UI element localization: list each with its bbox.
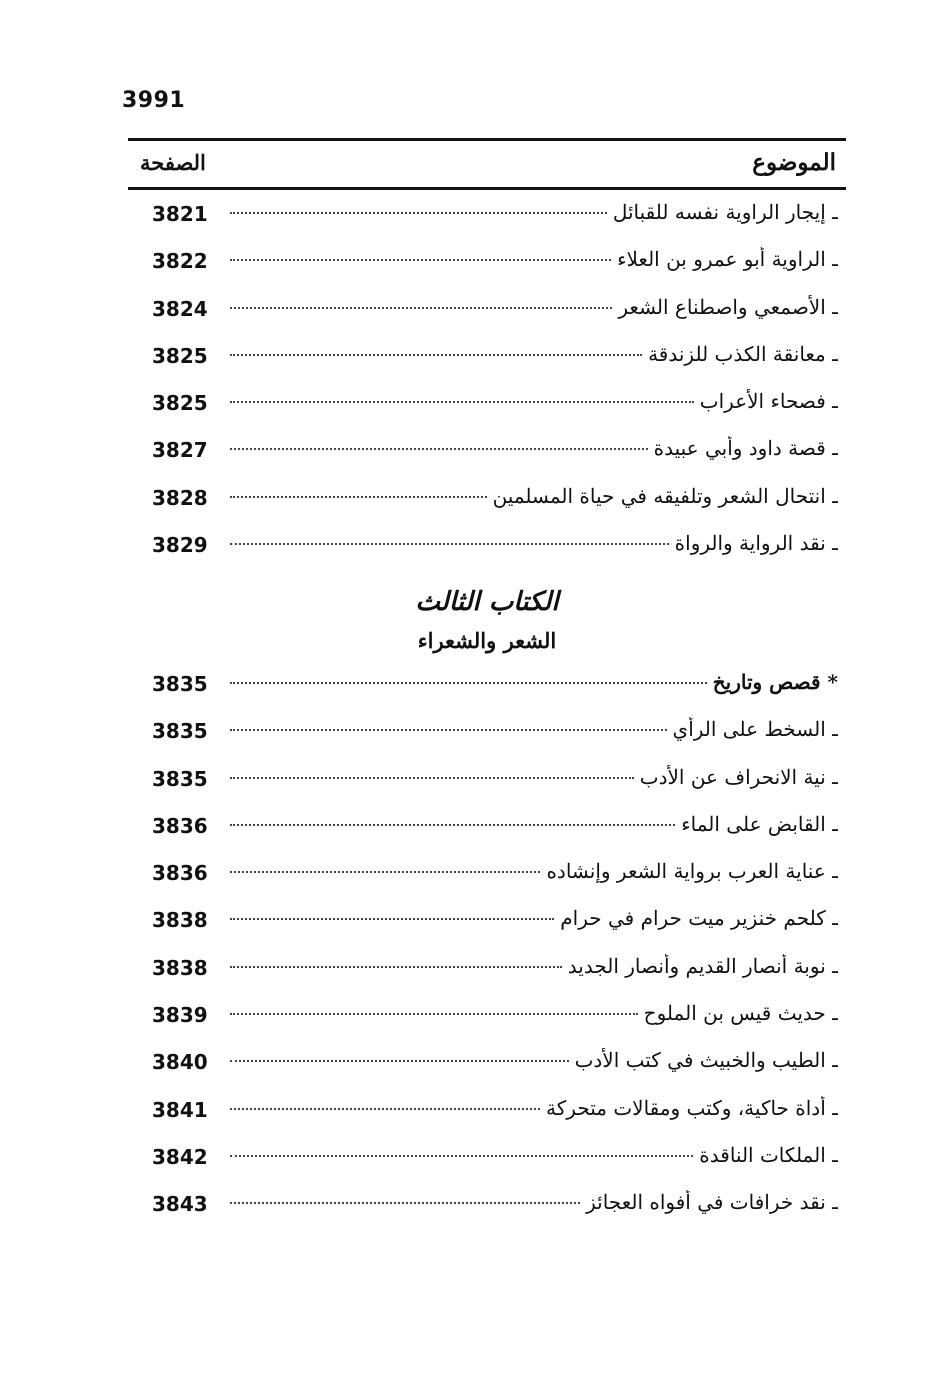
toc-entry xyxy=(128,1044,846,1091)
toc-entry-page: 3838 xyxy=(152,908,208,933)
toc-entry-line xyxy=(230,1096,838,1126)
toc-entry-page: 3835 xyxy=(152,672,208,696)
header-topic-label: الموضوع xyxy=(752,149,836,176)
toc-entry-line xyxy=(230,954,838,984)
toc-entry-line xyxy=(230,670,838,700)
toc-entry-title: * قصص وتاريخ xyxy=(707,670,838,694)
toc-entry-line xyxy=(230,859,838,889)
toc-entry xyxy=(128,855,846,902)
toc-entry-page: 3825 xyxy=(152,391,208,416)
toc-entry-line xyxy=(230,717,838,747)
toc-entry-line xyxy=(230,436,838,466)
toc-entry-page: 3836 xyxy=(152,813,208,838)
toc-entry xyxy=(128,713,846,760)
dot-leader xyxy=(230,448,648,450)
dot-leader xyxy=(230,729,667,731)
toc-entry-line xyxy=(230,247,838,277)
toc-entry-line xyxy=(230,765,838,795)
toc-entry xyxy=(128,808,846,855)
toc-entry-page: 3829 xyxy=(152,533,208,558)
toc-entry-title: ـ حديث قيس بن الملوح xyxy=(638,1001,838,1025)
toc-entry xyxy=(128,338,846,385)
page-number: 3991 xyxy=(122,88,186,113)
toc-entry-title: ـ نقد خرافات في أفواه العجائز xyxy=(580,1190,838,1214)
toc-entry-title: ـ الملكات الناقدة xyxy=(693,1143,838,1167)
toc-entry xyxy=(128,950,846,997)
toc-entry-page: 3840 xyxy=(152,1050,208,1075)
toc-entry xyxy=(128,527,846,574)
toc-entry xyxy=(128,1092,846,1139)
toc-entry-page: 3842 xyxy=(152,1144,208,1169)
toc-entry-page: 3841 xyxy=(152,1097,208,1122)
toc-entry-line xyxy=(230,389,838,419)
toc-entry-line xyxy=(230,484,838,514)
toc-entry xyxy=(128,243,846,290)
toc-entry-page: 3827 xyxy=(152,438,208,463)
toc-entry-page: 3835 xyxy=(152,719,208,744)
toc-entry xyxy=(128,997,846,1044)
toc-entry-page: 3821 xyxy=(152,202,208,226)
toc-entry-title: ـ كلحم خنزير ميت حرام في حرام xyxy=(554,906,838,930)
dot-leader xyxy=(230,307,612,309)
toc-entry-title: ـ فصحاء الأعراب xyxy=(694,389,838,413)
toc-entry-title: ـ الراوية أبو عمرو بن العلاء xyxy=(611,247,838,271)
toc-entry-line xyxy=(230,1001,838,1031)
toc-entry-title: ـ قصة داود وأبي عبيدة xyxy=(648,436,838,460)
toc-entry-title: ـ نقد الرواية والرواة xyxy=(669,531,838,555)
toc-entry xyxy=(128,385,846,432)
toc-entry-title: ـ إيجار الراوية نفسه للقبائل xyxy=(607,200,838,224)
dot-leader xyxy=(230,354,642,356)
toc-list-part2 xyxy=(128,666,846,1234)
toc-entry-title: ـ نوبة أنصار القديم وأنصار الجديد xyxy=(562,954,838,978)
dot-leader xyxy=(230,543,669,545)
toc-entry-line xyxy=(230,295,838,325)
dot-leader xyxy=(230,496,487,498)
header-page-label: الصفحة xyxy=(140,150,206,175)
dot-leader xyxy=(230,1060,569,1062)
dot-leader xyxy=(230,966,562,968)
toc-entry-title: ـ معانقة الكذب للزندقة xyxy=(642,342,838,366)
toc-entry-title: ـ القابض على الماء xyxy=(675,812,838,836)
toc-entry-page: 3825 xyxy=(152,343,208,368)
toc-entry-line xyxy=(230,200,838,230)
toc-entry-page: 3836 xyxy=(152,861,208,886)
dot-leader xyxy=(230,1013,638,1015)
toc-list-part1 xyxy=(128,196,846,574)
book-subtitle: الشعر والشعراء xyxy=(417,628,557,653)
toc-entry-line xyxy=(230,812,838,842)
toc-entry xyxy=(128,480,846,527)
book-title: الكتاب الثالث xyxy=(415,587,559,617)
toc-entry-title: ـ السخط على الرأي xyxy=(667,717,838,741)
toc-entry xyxy=(128,432,846,479)
dot-leader xyxy=(230,212,607,214)
dot-leader xyxy=(230,918,554,920)
toc-entry-title: ـ الأصمعي واصطناع الشعر xyxy=(612,295,838,319)
toc-entry-page: 3838 xyxy=(152,955,208,980)
toc-entry xyxy=(128,196,846,243)
toc-entry-title: ـ أداة حاكية، وكتب ومقالات متحركة xyxy=(540,1096,838,1120)
toc-entry-title: ـ عناية العرب برواية الشعر وإنشاده xyxy=(540,859,838,883)
dot-leader xyxy=(230,824,675,826)
toc-entry xyxy=(128,1186,846,1233)
dot-leader xyxy=(230,401,694,403)
toc-entry-title: ـ الطيب والخبيث في كتب الأدب xyxy=(569,1048,838,1072)
toc-entry-page: 3824 xyxy=(152,296,208,321)
toc-entry-page: 3839 xyxy=(152,1003,208,1028)
toc-entry-page: 3835 xyxy=(152,766,208,791)
toc-entry-page: 3822 xyxy=(152,249,208,274)
toc-entry xyxy=(128,291,846,338)
toc-entry-line xyxy=(230,906,838,936)
toc-entry-line xyxy=(230,1143,838,1173)
toc-entry-title: ـ انتحال الشعر وتلفيقه في حياة المسلمين xyxy=(487,484,838,508)
toc-entry xyxy=(128,902,846,949)
toc-entry xyxy=(128,761,846,808)
table-header xyxy=(128,138,846,190)
toc-entry xyxy=(128,1139,846,1186)
toc-entry-page: 3828 xyxy=(152,485,208,510)
toc-entry-line xyxy=(230,531,838,561)
dot-leader xyxy=(230,1155,693,1157)
toc-entry-line xyxy=(230,1190,838,1220)
toc-entry-line xyxy=(230,1048,838,1078)
dot-leader xyxy=(230,1108,540,1110)
toc-entry-line xyxy=(230,342,838,372)
dot-leader xyxy=(230,871,540,873)
dot-leader xyxy=(230,777,634,779)
toc-entry xyxy=(128,666,846,713)
toc-entry-title: ـ نية الانحراف عن الأدب xyxy=(634,765,838,789)
dot-leader xyxy=(230,259,611,261)
toc-entry-page: 3843 xyxy=(152,1192,208,1217)
dot-leader xyxy=(230,682,707,684)
dot-leader xyxy=(230,1202,580,1204)
